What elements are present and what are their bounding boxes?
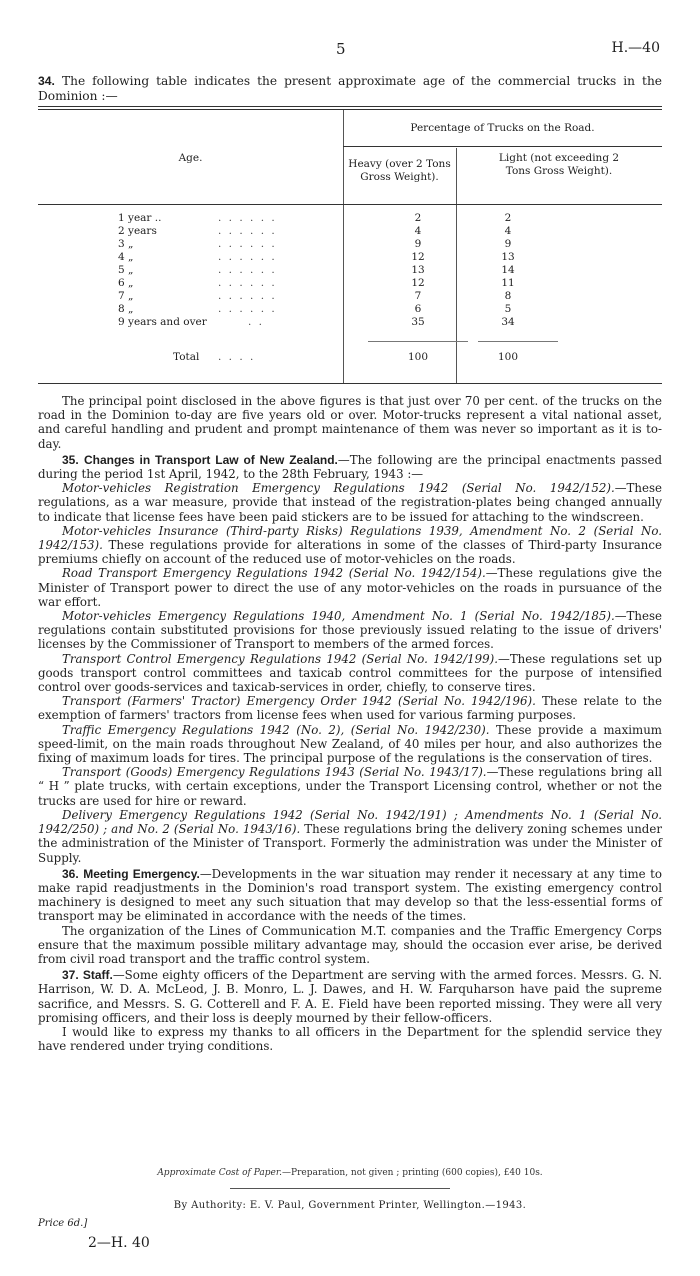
section-number: 34.	[38, 74, 55, 88]
enactment-text: These regulations provide for alterations in some of the classes of Third-party Insurance premiums chiefly on account of the reduced use of motor-vehicles on the roads.	[38, 538, 662, 567]
table-row	[38, 290, 662, 303]
enactment-text: —These regulations bring all “ H ” plate trucks, with certain exceptions, under the Transport Licensing control, whether or not the trucks are used for hire or reward.	[38, 765, 662, 808]
heavy-cell: 4	[414, 225, 422, 237]
light-cell: 5	[504, 303, 512, 315]
table-row	[38, 316, 662, 329]
light-cell: 14	[501, 264, 515, 276]
document-reference: H.—40	[611, 40, 660, 56]
leader-dots: . . . . . .	[218, 225, 277, 237]
table-row	[38, 277, 662, 290]
table-top-rule	[38, 106, 662, 107]
age-cell: 1 year ..	[118, 212, 162, 224]
leader-dots: . . . . . .	[218, 264, 277, 276]
footer-reference: 2—H. 40	[88, 1235, 150, 1251]
leader-dots: . .	[248, 316, 265, 328]
enactment-text: —These regulations, as a war measure, provide that instead of the registration-plates being changed annually to indicate that license fees have been paid stickers are to be issued for attaching to the windscreen.	[38, 481, 662, 524]
section-title: Changes in Transport Law of New Zealand.	[83, 452, 338, 467]
leader-dots: . . . .	[218, 351, 256, 363]
total-rule-light	[478, 341, 558, 342]
leader-dots: . . . . . .	[218, 303, 277, 315]
age-cell: 4 „	[118, 251, 134, 263]
light-cell: 9	[504, 238, 512, 250]
total-label: Total	[173, 351, 200, 363]
total-light: 100	[497, 351, 519, 363]
footer-rule	[230, 1188, 450, 1189]
table-row	[38, 212, 662, 225]
age-cell: 9 years and over	[118, 316, 207, 328]
col-heavy-header: Heavy (over 2 Tons Gross Weight).	[348, 158, 451, 183]
heavy-cell: 12	[411, 277, 425, 289]
age-cell: 8 „	[118, 303, 134, 315]
light-cell: 4	[504, 225, 512, 237]
section-text: —Developments in the war situation may render it necessary at any time to make rapid readjustments in the Dominion's road transport system. The existing emergency control machinery is designed to meet any such situation that may develop so that the less-essential forms of transport may be eliminated in accordance with the needs of the times.	[38, 866, 663, 924]
group-header-rule	[343, 146, 662, 147]
section-number: 37.	[62, 968, 79, 983]
section-number: 35.	[62, 452, 79, 467]
enactment-item	[38, 609, 662, 652]
enactment-text: —These regulations set up goods transport control committees and taxicab control committees for the purpose of intensified control over goods-services and taxicab-services in order, chiefly, to conserve tires.	[38, 651, 662, 695]
enactment-title: Transport (Goods) Emergency Regulations 1943 (Serial No. 1943/17).	[62, 765, 487, 780]
enactment-text: These relate to the exemption of farmers' tractors from license fees when used for various farming purposes.	[38, 694, 662, 723]
enactment-text: —These regulations contain substituted provisions for those previously issued relating to the issue of drivers' licenses by the Commissioner of Transport to members of the armed forces.	[38, 609, 662, 652]
heavy-cell: 12	[411, 251, 425, 263]
section-title: Staff.	[82, 968, 113, 983]
age-cell: 6 „	[118, 277, 134, 289]
enactment-title: Road Transport Emergency Regulations 1942 (Serial No. 1942/154).	[62, 566, 486, 581]
table-row	[38, 251, 662, 264]
table-row	[38, 303, 662, 316]
section-number: 36.	[62, 866, 79, 881]
heavy-cell: 35	[411, 316, 425, 328]
light-cell: 34	[501, 316, 515, 328]
table-top-rule-double	[38, 109, 662, 110]
enactment-text: These regulations bring the delivery zoning schemes under the administration of the Minister of Transport. Formerly the administration was under the Minister of Supply.	[38, 822, 662, 865]
light-cell: 2	[504, 212, 512, 224]
light-cell: 13	[501, 251, 515, 263]
enactment-title: Motor-vehicles Registration Emergency Regulations 1942 (Serial No. 1942/152).	[62, 481, 615, 496]
light-cell: 8	[504, 290, 512, 302]
table-total-row	[38, 351, 662, 364]
heavy-cell: 9	[414, 238, 422, 250]
enactment-title: Motor-vehicles Insurance (Third-party Risks) Regulations 1939, Amendment No. 2 (Serial No. 1942/153).	[38, 523, 662, 553]
col-age-header: Age.	[178, 152, 203, 164]
leader-dots: . . . . . .	[218, 238, 277, 250]
light-cell: 11	[501, 277, 515, 289]
section-text: —Some eighty officers of the Department are serving with the armed forces. Messrs. G. N. Harrison, W. D. A. McLeod, J. B. Monro, L. J. Dawes, and H. W. Farquharson have paid the supreme sacrifice, and Messrs. S. G. Cotterell and F. A. E. Field have been reported missing. They were all very promising officers, and their loss is deeply mourned by their fellow-officers.	[38, 968, 663, 1025]
enactment-item	[38, 481, 662, 524]
enactment-item	[38, 566, 662, 609]
section-34-text: The following table indicates the present approximate age of the commercial trucks in the Dominion :—	[38, 74, 663, 103]
table-row	[38, 264, 662, 277]
age-cell: 5 „	[118, 264, 134, 276]
total-heavy: 100	[407, 351, 429, 363]
heavy-cell: 2	[414, 212, 422, 224]
enactment-item	[38, 524, 662, 567]
enactment-title: Transport Control Emergency Regulations 1942 (Serial No. 1942/199).	[62, 651, 499, 666]
enactment-item	[38, 808, 662, 865]
enactment-item	[38, 765, 662, 808]
total-rule-heavy	[368, 341, 468, 342]
printer-authority: By Authority: E. V. Paul, Government Printer, Wellington.—1943.	[173, 1200, 527, 1211]
enactment-item	[38, 652, 662, 695]
page-number: 5	[336, 40, 346, 58]
enactment-text: —These regulations give the Minister of Transport power to direct the use of any motor-vehicles on the roads in pursuance of the war effort.	[38, 566, 662, 609]
section-34-intro	[38, 74, 662, 104]
leader-dots: . . . . . .	[218, 212, 277, 224]
section-37-heading	[38, 968, 662, 1025]
cost-text: —Preparation, not given ; printing (600 copies), £40 10s.	[282, 1168, 543, 1178]
cost-note	[0, 1168, 700, 1178]
age-cell: 2 years	[118, 225, 157, 237]
enactment-title: Motor-vehicles Emergency Regulations 1940, Amendment No. 1 (Serial No. 1942/185).	[62, 609, 615, 624]
heavy-cell: 13	[411, 264, 425, 276]
table-row	[38, 225, 662, 238]
table-row	[38, 238, 662, 251]
paragraph: I would like to express my thanks to all officers in the Department for the splendid service they have rendered under trying conditions.	[38, 1024, 662, 1054]
section-35-heading	[38, 453, 662, 481]
enactment-title: Delivery Emergency Regulations 1942 (Serial No. 1942/191) ; Amendments No. 1 (Serial No. 1942/250) ; and No. 2 (Serial No. 1943/16).	[38, 807, 662, 837]
table-bottom-rule	[38, 383, 662, 384]
body-text	[38, 394, 662, 1053]
section-text: —The following are the principal enactments passed during the period 1st April, 1942, to the 28th February, 1943 :—	[38, 452, 663, 482]
leader-dots: . . . . . .	[218, 251, 277, 263]
section-36-heading	[38, 867, 662, 924]
group-header: Percentage of Trucks on the Road.	[410, 122, 595, 134]
col-light-header: Light (not exceeding 2 Tons Gross Weight).	[498, 152, 620, 177]
paragraph: The principal point disclosed in the above figures is that just over 70 per cent. of the trucks on the road in the Dominion to-day are five years old or over. Motor-trucks represent a vital national asset, and careful handling and prudent and prompt maintenance of them was never so important as it is to-day.	[38, 394, 662, 451]
age-cell: 3 „	[118, 238, 134, 250]
cost-label: Approximate Cost of Paper.	[157, 1168, 283, 1178]
age-cell: 7 „	[118, 290, 134, 302]
leader-dots: . . . . . .	[218, 290, 277, 302]
enactment-title: Traffic Emergency Regulations 1942 (No. 2), (Serial No. 1942/230).	[62, 722, 490, 737]
header-bottom-rule	[38, 204, 662, 205]
enactment-title: Transport (Farmers' Tractor) Emergency Order 1942 (Serial No. 1942/196).	[62, 694, 536, 709]
enactment-item	[38, 723, 662, 766]
heavy-cell: 7	[414, 290, 422, 302]
leader-dots: . . . . . .	[218, 277, 277, 289]
heavy-cell: 6	[414, 303, 422, 315]
truck-age-table	[38, 106, 662, 384]
section-title: Meeting Emergency.	[83, 866, 200, 881]
price: Price 6d.]	[38, 1218, 88, 1229]
enactment-item	[38, 694, 662, 722]
enactment-text: These provide a maximum speed-limit, on the main roads throughout New Zealand, of 40 miles per hour, and also authorizes the fixing of maximum loads for tires. The principal purpose of the regulations is the conservation of tires.	[38, 722, 662, 766]
paragraph: The organization of the Lines of Communication M.T. companies and the Traffic Emergency Corps ensure that the maximum possible military advantage may, should the occasion ever arise, be derived from civil road transport and the traffic control system.	[38, 923, 662, 966]
